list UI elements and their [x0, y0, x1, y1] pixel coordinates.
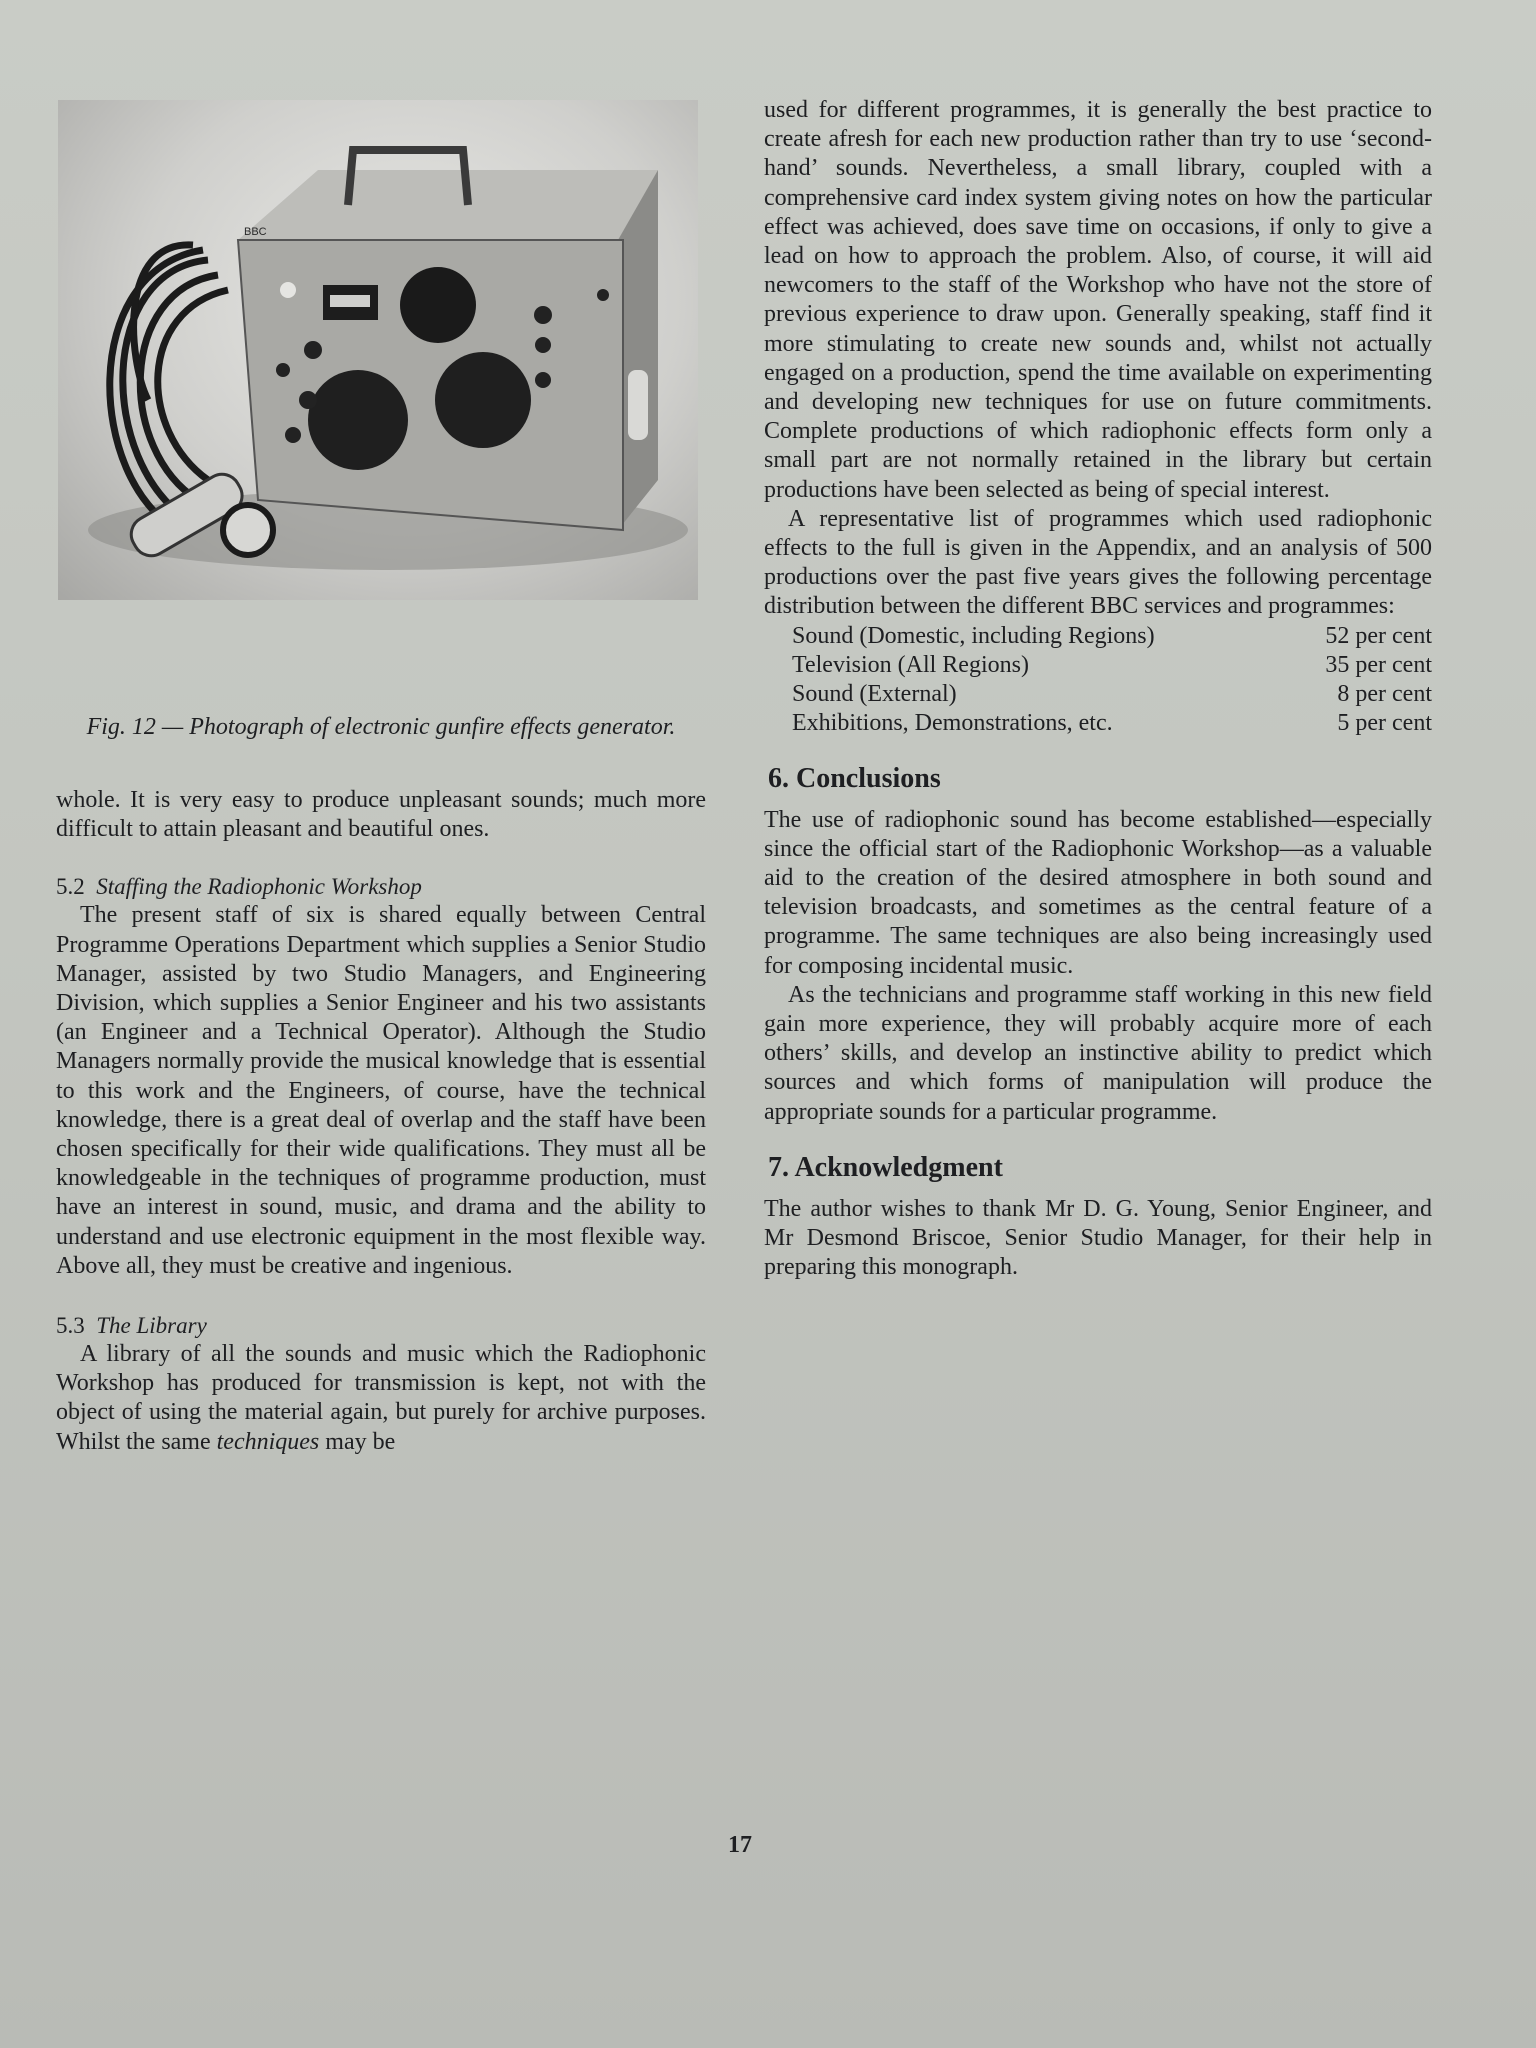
library-continuation: used for different programmes, it is generally the best practice to create afresh for each new production rather than try to use ‘second-hand’ sounds. Nevertheless, a small library, coupled with a comprehensive card index system giving notes on how the particular effect was achieved, does save time on occasions, if only to give a lead on how to approach the problem. Also, of course, it will aid newcomers to the staff of the Workshop who have not the store of previous experience to draw upon. Generally speaking, staff find it more stimulating to create new sounds and, whilst not actually engaged on a production, spend the time available on experimenting and developing new techniques for use on future commitments. Complete productions of which radiophonic effects form only a small part are not normally retained in the library but certain productions have been selected as being of special interest.	[764, 97, 1432, 503]
acknowledgment-paragraph: The author wishes to thank Mr D. G. Young, Senior Engineer, and Mr Desmond Briscoe, Senior Studio Manager, for their help in preparing this monograph.	[764, 1195, 1432, 1281]
section-title: The Library	[96, 1313, 207, 1339]
acknowledgment-heading: 7. Acknowledgment	[768, 1151, 1003, 1183]
right-column	[764, 96, 1432, 1283]
service-name: Television (All Regions)	[792, 651, 1029, 678]
distribution-intro: A representative list of programmes which used radiophonic effects to the full is given in the Appendix, and an analysis of 500 productions over the past five years gives the following percentage distribution between the different BBC services and programmes:	[764, 505, 1432, 620]
distribution-table	[792, 622, 1432, 738]
body-text: A library of all the sounds and music which the Radiophonic Workshop has produced for transmission is kept, not with the object of using the material again, but purely for archive purposes. Whilst the same	[56, 1341, 706, 1455]
service-name: Sound (Domestic, including Regions)	[792, 622, 1155, 649]
distribution-row	[792, 651, 1432, 680]
conclusions-heading: 6. Conclusions	[768, 762, 941, 794]
left-column	[56, 100, 706, 1457]
body-text: may be	[319, 1428, 396, 1455]
service-percent: 8 per cent	[1337, 680, 1432, 707]
service-percent: 52 per cent	[1325, 622, 1432, 649]
section-5-2-heading	[56, 872, 706, 901]
distribution-row	[792, 622, 1432, 651]
distribution-row	[792, 709, 1432, 738]
section-title: Staffing the Radiophonic Workshop	[96, 874, 422, 900]
distribution-row	[792, 680, 1432, 709]
figure-caption: Fig. 12 — Photograph of electronic gunfire effects generator.	[86, 714, 676, 740]
gunfire-generator-photo	[58, 100, 698, 600]
section-5-2-body: The present staff of six is shared equally between Central Programme Operations Department which supplies a Senior Studio Manager, assisted by two Studio Managers, and Engineering Division, which supplies a Senior Engineer and his two assistants (an Engineer and a Technical Operator). Although the Studio Managers normally provide the musical knowledge that is essential to this work and the Engineers, of course, have the technical knowledge, there is a great deal of overlap and the staff have been chosen specifically for their wide qualifications. They must all be knowledgeable in the techniques of programme production, must have an interest in sound, music, and drama and the ability to understand and use electronic equipment in the most flexible way. Above all, they must be creative and ingenious.	[56, 902, 706, 1279]
conclusions-paragraph-2: As the technicians and programme staff working in this new field gain more experience, they will probably acquire more of each others’ skills, and develop an instinctive ability to predict which sources and which forms of manipulation will produce the appropriate sounds for a particular programme.	[764, 981, 1432, 1125]
paragraph-whole: whole. It is very easy to produce unpleasant sounds; much more difficult to attain pleasant and beautiful ones.	[56, 787, 706, 843]
section-number: 5.2	[56, 874, 85, 900]
conclusions-paragraph-1: The use of radiophonic sound has become established—especially since the official start of the Radiophonic Workshop—as a valuable aid to the creation of the desired atmosphere in both sound and television broadcasts, and sometimes as the central feature of a programme. The same techniques are also being increasingly used for composing incidental music.	[764, 806, 1432, 979]
gunfire-generator-illustration	[58, 100, 698, 600]
service-percent: 5 per cent	[1337, 709, 1432, 736]
service-percent: 35 per cent	[1325, 651, 1432, 678]
section-number: 5.3	[56, 1313, 85, 1339]
section-5-3-heading	[56, 1311, 706, 1340]
section-5-3-body	[56, 1340, 706, 1457]
emphasis-text: techniques	[216, 1428, 320, 1455]
device-label: BBC	[244, 226, 267, 238]
service-name: Exhibitions, Demonstrations, etc.	[792, 709, 1113, 736]
page-number: 17	[728, 1832, 752, 1858]
service-name: Sound (External)	[792, 680, 957, 707]
